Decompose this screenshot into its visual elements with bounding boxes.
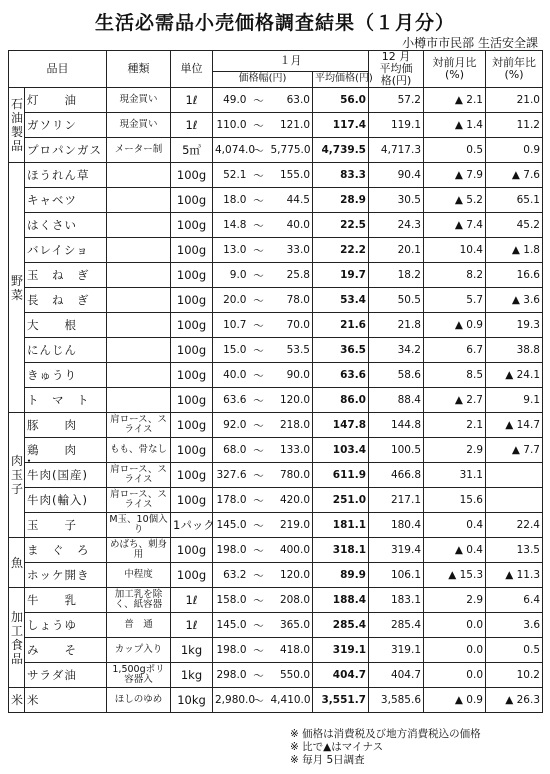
avg-price: 188.4 bbox=[313, 588, 369, 613]
range-low: 40.0 bbox=[213, 363, 249, 388]
mom-change: 8.2 bbox=[424, 263, 486, 288]
header-month: １月 bbox=[213, 51, 369, 72]
avg-price: 22.5 bbox=[313, 213, 369, 238]
group-label: 肉・玉子 bbox=[9, 413, 25, 538]
range-high: 70.0 bbox=[269, 313, 313, 338]
prev-avg-price: 88.4 bbox=[369, 388, 424, 413]
yoy-change: ▲ 1.8 bbox=[486, 238, 543, 263]
table-row bbox=[9, 263, 543, 288]
range-low: 9.0 bbox=[213, 263, 249, 288]
range-low: 10.7 bbox=[213, 313, 249, 338]
item-name: ガソリン bbox=[25, 113, 107, 138]
table-row bbox=[9, 113, 543, 138]
prev-avg-price: 18.2 bbox=[369, 263, 424, 288]
avg-price: 285.4 bbox=[313, 613, 369, 638]
table-row bbox=[9, 488, 543, 513]
avg-price: 19.7 bbox=[313, 263, 369, 288]
prev-avg-price: 183.1 bbox=[369, 588, 424, 613]
header-kind: 種類 bbox=[107, 51, 171, 88]
avg-price: 181.1 bbox=[313, 513, 369, 538]
table-row bbox=[9, 588, 543, 613]
prev-avg-price: 285.4 bbox=[369, 613, 424, 638]
mom-change: ▲ 2.7 bbox=[424, 388, 486, 413]
item-unit: 1パック bbox=[171, 513, 213, 538]
item-kind: 現金買い bbox=[107, 113, 171, 138]
prev-avg-price: 90.4 bbox=[369, 163, 424, 188]
prev-avg-price: 30.5 bbox=[369, 188, 424, 213]
avg-price: 404.7 bbox=[313, 663, 369, 688]
mom-change: 31.1 bbox=[424, 463, 486, 488]
item-kind bbox=[107, 188, 171, 213]
range-tilde: ～ bbox=[249, 538, 269, 563]
yoy-change: 3.6 bbox=[486, 613, 543, 638]
item-unit: 100g bbox=[171, 263, 213, 288]
prev-avg-price: 180.4 bbox=[369, 513, 424, 538]
mom-change: ▲ 7.9 bbox=[424, 163, 486, 188]
range-low: 4,074.0 bbox=[213, 138, 249, 163]
item-name: はくさい bbox=[25, 213, 107, 238]
item-unit: 100g bbox=[171, 388, 213, 413]
item-name: きゅうり bbox=[25, 363, 107, 388]
avg-price: 53.4 bbox=[313, 288, 369, 313]
header-range: 価格幅(円) bbox=[213, 71, 313, 87]
table-row bbox=[9, 338, 543, 363]
avg-price: 63.6 bbox=[313, 363, 369, 388]
avg-price: 22.2 bbox=[313, 238, 369, 263]
mom-change: 0.0 bbox=[424, 663, 486, 688]
range-tilde: ～ bbox=[249, 338, 269, 363]
range-tilde: ～ bbox=[249, 88, 269, 113]
item-kind: M玉、10個入り bbox=[107, 513, 171, 538]
item-kind bbox=[107, 313, 171, 338]
item-kind: 普 通 bbox=[107, 613, 171, 638]
mom-change: ▲ 7.4 bbox=[424, 213, 486, 238]
item-name: にんじん bbox=[25, 338, 107, 363]
range-high: 219.0 bbox=[269, 513, 313, 538]
group-label: 野菜 bbox=[9, 163, 25, 413]
range-low: 145.0 bbox=[213, 513, 249, 538]
item-name: ま ぐ ろ bbox=[25, 538, 107, 563]
yoy-change: 45.2 bbox=[486, 213, 543, 238]
item-kind bbox=[107, 388, 171, 413]
range-high: 121.0 bbox=[269, 113, 313, 138]
item-name: 長 ね ぎ bbox=[25, 288, 107, 313]
item-unit: 100g bbox=[171, 188, 213, 213]
item-unit: 100g bbox=[171, 488, 213, 513]
item-unit: 100g bbox=[171, 463, 213, 488]
table-row bbox=[9, 288, 543, 313]
mom-change: 10.4 bbox=[424, 238, 486, 263]
table-row bbox=[9, 363, 543, 388]
prev-avg-price: 217.1 bbox=[369, 488, 424, 513]
prev-avg-price: 119.1 bbox=[369, 113, 424, 138]
mom-change: 0.4 bbox=[424, 513, 486, 538]
range-high: 218.0 bbox=[269, 413, 313, 438]
item-name: 大 根 bbox=[25, 313, 107, 338]
mom-change: ▲ 0.9 bbox=[424, 313, 486, 338]
range-high: 44.5 bbox=[269, 188, 313, 213]
range-high: 4,410.0 bbox=[269, 688, 313, 713]
yoy-change: 0.9 bbox=[486, 138, 543, 163]
range-high: 365.0 bbox=[269, 613, 313, 638]
group-label: 米 bbox=[9, 688, 25, 713]
range-tilde: ～ bbox=[249, 113, 269, 138]
avg-price: 103.4 bbox=[313, 438, 369, 463]
item-name: しょうゆ bbox=[25, 613, 107, 638]
item-name: 豚 肉 bbox=[25, 413, 107, 438]
issuer: 小樽市市民部 生活安全課 bbox=[402, 36, 538, 50]
item-unit: 100g bbox=[171, 238, 213, 263]
avg-price: 21.6 bbox=[313, 313, 369, 338]
range-low: 178.0 bbox=[213, 488, 249, 513]
yoy-change: 0.5 bbox=[486, 638, 543, 663]
item-kind: 中程度 bbox=[107, 563, 171, 588]
avg-price: 611.9 bbox=[313, 463, 369, 488]
table-body bbox=[9, 88, 543, 713]
item-unit: 100g bbox=[171, 538, 213, 563]
yoy-change: 22.4 bbox=[486, 513, 543, 538]
item-name: 牛肉(国産) bbox=[25, 463, 107, 488]
range-tilde: ～ bbox=[249, 563, 269, 588]
range-low: 52.1 bbox=[213, 163, 249, 188]
avg-price: 36.5 bbox=[313, 338, 369, 363]
item-unit: 10kg bbox=[171, 688, 213, 713]
table-row bbox=[9, 388, 543, 413]
range-high: 5,775.0 bbox=[269, 138, 313, 163]
item-kind: 加工乳を除く、紙容器 bbox=[107, 588, 171, 613]
table-row bbox=[9, 613, 543, 638]
range-high: 208.0 bbox=[269, 588, 313, 613]
item-name: み そ bbox=[25, 638, 107, 663]
item-kind bbox=[107, 213, 171, 238]
mom-change: 2.1 bbox=[424, 413, 486, 438]
item-name: 牛 乳 bbox=[25, 588, 107, 613]
table-row bbox=[9, 88, 543, 113]
range-high: 400.0 bbox=[269, 538, 313, 563]
item-kind bbox=[107, 363, 171, 388]
item-kind: ほしのゆめ bbox=[107, 688, 171, 713]
table-row bbox=[9, 688, 543, 713]
item-kind: 肩ロース、スライス bbox=[107, 413, 171, 438]
range-low: 2,980.0 bbox=[213, 688, 249, 713]
range-tilde: ～ bbox=[249, 263, 269, 288]
header-yoy: 対前年比 (%) bbox=[486, 51, 543, 88]
range-tilde: ～ bbox=[249, 163, 269, 188]
range-high: 120.0 bbox=[269, 388, 313, 413]
prev-avg-price: 319.4 bbox=[369, 538, 424, 563]
prev-avg-price: 144.8 bbox=[369, 413, 424, 438]
table-row bbox=[9, 463, 543, 488]
range-tilde: ～ bbox=[249, 613, 269, 638]
prev-avg-price: 106.1 bbox=[369, 563, 424, 588]
item-unit: 100g bbox=[171, 163, 213, 188]
header-unit: 単位 bbox=[171, 51, 213, 88]
range-high: 120.0 bbox=[269, 563, 313, 588]
item-unit: 100g bbox=[171, 338, 213, 363]
mom-change: ▲ 2.1 bbox=[424, 88, 486, 113]
range-high: 418.0 bbox=[269, 638, 313, 663]
range-high: 420.0 bbox=[269, 488, 313, 513]
range-tilde: ～ bbox=[249, 688, 269, 713]
item-unit: 1kg bbox=[171, 663, 213, 688]
prev-avg-price: 58.6 bbox=[369, 363, 424, 388]
prev-avg-price: 319.1 bbox=[369, 638, 424, 663]
range-tilde: ～ bbox=[249, 438, 269, 463]
range-low: 298.0 bbox=[213, 663, 249, 688]
yoy-change bbox=[486, 488, 543, 513]
prev-avg-price: 50.5 bbox=[369, 288, 424, 313]
item-kind: 現金買い bbox=[107, 88, 171, 113]
range-tilde: ～ bbox=[249, 463, 269, 488]
range-tilde: ～ bbox=[249, 213, 269, 238]
prev-avg-price: 21.8 bbox=[369, 313, 424, 338]
yoy-change: ▲ 3.6 bbox=[486, 288, 543, 313]
item-unit: 5㎥ bbox=[171, 138, 213, 163]
range-tilde: ～ bbox=[249, 288, 269, 313]
item-kind bbox=[107, 288, 171, 313]
range-low: 158.0 bbox=[213, 588, 249, 613]
avg-price: 28.9 bbox=[313, 188, 369, 213]
avg-price: 319.1 bbox=[313, 638, 369, 663]
prev-avg-price: 466.8 bbox=[369, 463, 424, 488]
mom-change: ▲ 5.2 bbox=[424, 188, 486, 213]
range-tilde: ～ bbox=[249, 313, 269, 338]
range-high: 133.0 bbox=[269, 438, 313, 463]
table-row bbox=[9, 238, 543, 263]
prev-avg-price: 34.2 bbox=[369, 338, 424, 363]
range-low: 198.0 bbox=[213, 538, 249, 563]
avg-price: 318.1 bbox=[313, 538, 369, 563]
range-tilde: ～ bbox=[249, 638, 269, 663]
item-name: 鶏 肉 bbox=[25, 438, 107, 463]
yoy-change: 13.5 bbox=[486, 538, 543, 563]
prev-avg-price: 57.2 bbox=[369, 88, 424, 113]
table-row bbox=[9, 188, 543, 213]
range-low: 145.0 bbox=[213, 613, 249, 638]
yoy-change: 10.2 bbox=[486, 663, 543, 688]
item-unit: 100g bbox=[171, 313, 213, 338]
range-low: 63.2 bbox=[213, 563, 249, 588]
yoy-change: ▲ 24.1 bbox=[486, 363, 543, 388]
item-kind bbox=[107, 163, 171, 188]
group-label: 石油製品 bbox=[9, 88, 25, 163]
item-unit: 100g bbox=[171, 213, 213, 238]
avg-price: 83.3 bbox=[313, 163, 369, 188]
item-name: サラダ油 bbox=[25, 663, 107, 688]
range-low: 20.0 bbox=[213, 288, 249, 313]
mom-change: 5.7 bbox=[424, 288, 486, 313]
range-tilde: ～ bbox=[249, 388, 269, 413]
yoy-change: ▲ 7.7 bbox=[486, 438, 543, 463]
prev-avg-price: 24.3 bbox=[369, 213, 424, 238]
range-high: 33.0 bbox=[269, 238, 313, 263]
range-high: 78.0 bbox=[269, 288, 313, 313]
item-name: 玉 ね ぎ bbox=[25, 263, 107, 288]
header-prev-avg: 12 月 平均価 格(円) bbox=[369, 51, 424, 88]
prev-avg-price: 100.5 bbox=[369, 438, 424, 463]
mom-change: ▲ 0.4 bbox=[424, 538, 486, 563]
range-low: 49.0 bbox=[213, 88, 249, 113]
item-unit: 1ℓ bbox=[171, 588, 213, 613]
item-name: バレイショ bbox=[25, 238, 107, 263]
mom-change: ▲ 15.3 bbox=[424, 563, 486, 588]
yoy-change: 16.6 bbox=[486, 263, 543, 288]
mom-change: 2.9 bbox=[424, 438, 486, 463]
note: ※ 比で▲はマイナス bbox=[290, 741, 384, 753]
avg-price: 86.0 bbox=[313, 388, 369, 413]
avg-price: 4,739.5 bbox=[313, 138, 369, 163]
yoy-change bbox=[486, 463, 543, 488]
range-low: 92.0 bbox=[213, 413, 249, 438]
item-kind: メーター制 bbox=[107, 138, 171, 163]
mom-change: ▲ 0.9 bbox=[424, 688, 486, 713]
yoy-change: 19.3 bbox=[486, 313, 543, 338]
range-low: 13.0 bbox=[213, 238, 249, 263]
item-unit: 1ℓ bbox=[171, 88, 213, 113]
range-tilde: ～ bbox=[249, 663, 269, 688]
yoy-change: 21.0 bbox=[486, 88, 543, 113]
item-kind: もも、骨なし bbox=[107, 438, 171, 463]
item-unit: 1kg bbox=[171, 638, 213, 663]
range-low: 110.0 bbox=[213, 113, 249, 138]
table-row bbox=[9, 313, 543, 338]
table-row bbox=[9, 538, 543, 563]
item-kind bbox=[107, 263, 171, 288]
avg-price: 117.4 bbox=[313, 113, 369, 138]
item-kind: 1,500gポリ容器入 bbox=[107, 663, 171, 688]
range-high: 63.0 bbox=[269, 88, 313, 113]
item-kind: めばち、刺身用 bbox=[107, 538, 171, 563]
yoy-change: 9.1 bbox=[486, 388, 543, 413]
item-unit: 1ℓ bbox=[171, 613, 213, 638]
item-unit: 100g bbox=[171, 363, 213, 388]
table-row bbox=[9, 663, 543, 688]
group-label: 加工食品 bbox=[9, 588, 25, 688]
range-high: 780.0 bbox=[269, 463, 313, 488]
range-low: 14.8 bbox=[213, 213, 249, 238]
page-title: 生活必需品小売価格調査結果（１月分） bbox=[94, 12, 455, 34]
yoy-change: ▲ 7.6 bbox=[486, 163, 543, 188]
item-name: 灯 油 bbox=[25, 88, 107, 113]
item-name: プロパンガス bbox=[25, 138, 107, 163]
table-row bbox=[9, 213, 543, 238]
prev-avg-price: 4,717.3 bbox=[369, 138, 424, 163]
range-tilde: ～ bbox=[249, 138, 269, 163]
range-tilde: ～ bbox=[249, 588, 269, 613]
table-row bbox=[9, 163, 543, 188]
range-tilde: ～ bbox=[249, 238, 269, 263]
item-unit: 100g bbox=[171, 438, 213, 463]
price-table bbox=[8, 50, 543, 713]
item-name: 玉 子 bbox=[25, 513, 107, 538]
range-low: 63.6 bbox=[213, 388, 249, 413]
range-low: 15.0 bbox=[213, 338, 249, 363]
prev-avg-price: 404.7 bbox=[369, 663, 424, 688]
range-high: 550.0 bbox=[269, 663, 313, 688]
range-tilde: ～ bbox=[249, 188, 269, 213]
mom-change: 2.9 bbox=[424, 588, 486, 613]
item-name: 牛肉(輸入) bbox=[25, 488, 107, 513]
mom-change: 0.5 bbox=[424, 138, 486, 163]
note: ※ 毎月 5日調査 bbox=[290, 754, 365, 766]
note: ※ 価格は消費税及び地方消費税込の価格 bbox=[290, 728, 481, 740]
item-kind: 肩ロース、スライス bbox=[107, 463, 171, 488]
mom-change: 0.0 bbox=[424, 613, 486, 638]
range-low: 68.0 bbox=[213, 438, 249, 463]
item-unit: 100g bbox=[171, 563, 213, 588]
yoy-change: ▲ 14.7 bbox=[486, 413, 543, 438]
range-high: 53.5 bbox=[269, 338, 313, 363]
table-row bbox=[9, 513, 543, 538]
range-low: 327.6 bbox=[213, 463, 249, 488]
range-low: 198.0 bbox=[213, 638, 249, 663]
prev-avg-price: 3,585.6 bbox=[369, 688, 424, 713]
yoy-change: 6.4 bbox=[486, 588, 543, 613]
mom-change: 6.7 bbox=[424, 338, 486, 363]
header-avg: 平均価格(円) bbox=[313, 71, 369, 87]
yoy-change: 38.8 bbox=[486, 338, 543, 363]
item-unit: 1ℓ bbox=[171, 113, 213, 138]
item-kind bbox=[107, 238, 171, 263]
range-tilde: ～ bbox=[249, 363, 269, 388]
item-unit: 100g bbox=[171, 413, 213, 438]
yoy-change: 11.2 bbox=[486, 113, 543, 138]
range-high: 155.0 bbox=[269, 163, 313, 188]
avg-price: 147.8 bbox=[313, 413, 369, 438]
avg-price: 56.0 bbox=[313, 88, 369, 113]
range-low: 18.0 bbox=[213, 188, 249, 213]
item-unit: 100g bbox=[171, 288, 213, 313]
avg-price: 3,551.7 bbox=[313, 688, 369, 713]
item-name: ト マ ト bbox=[25, 388, 107, 413]
prev-avg-price: 20.1 bbox=[369, 238, 424, 263]
notes bbox=[290, 728, 481, 767]
avg-price: 89.9 bbox=[313, 563, 369, 588]
item-name: キャベツ bbox=[25, 188, 107, 213]
item-kind bbox=[107, 338, 171, 363]
avg-price: 251.0 bbox=[313, 488, 369, 513]
range-high: 25.8 bbox=[269, 263, 313, 288]
range-high: 40.0 bbox=[269, 213, 313, 238]
group-label: 魚 bbox=[9, 538, 25, 588]
yoy-change: ▲ 11.3 bbox=[486, 563, 543, 588]
item-name: ほうれん草 bbox=[25, 163, 107, 188]
range-tilde: ～ bbox=[249, 488, 269, 513]
table-row bbox=[9, 413, 543, 438]
mom-change: 0.0 bbox=[424, 638, 486, 663]
header-item: 品目 bbox=[9, 51, 107, 88]
yoy-change: 65.1 bbox=[486, 188, 543, 213]
mom-change: 15.6 bbox=[424, 488, 486, 513]
item-name: 米 bbox=[25, 688, 107, 713]
table-row bbox=[9, 138, 543, 163]
item-kind: カップ入り bbox=[107, 638, 171, 663]
table-row bbox=[9, 638, 543, 663]
range-tilde: ～ bbox=[249, 413, 269, 438]
item-name: ホッケ開き bbox=[25, 563, 107, 588]
table-row bbox=[9, 563, 543, 588]
table-row bbox=[9, 438, 543, 463]
range-high: 90.0 bbox=[269, 363, 313, 388]
mom-change: 8.5 bbox=[424, 363, 486, 388]
mom-change: ▲ 1.4 bbox=[424, 113, 486, 138]
header-mom: 対前月比 (%) bbox=[424, 51, 486, 88]
yoy-change: ▲ 26.3 bbox=[486, 688, 543, 713]
range-tilde: ～ bbox=[249, 513, 269, 538]
item-kind: 肩ロース、スライス bbox=[107, 488, 171, 513]
